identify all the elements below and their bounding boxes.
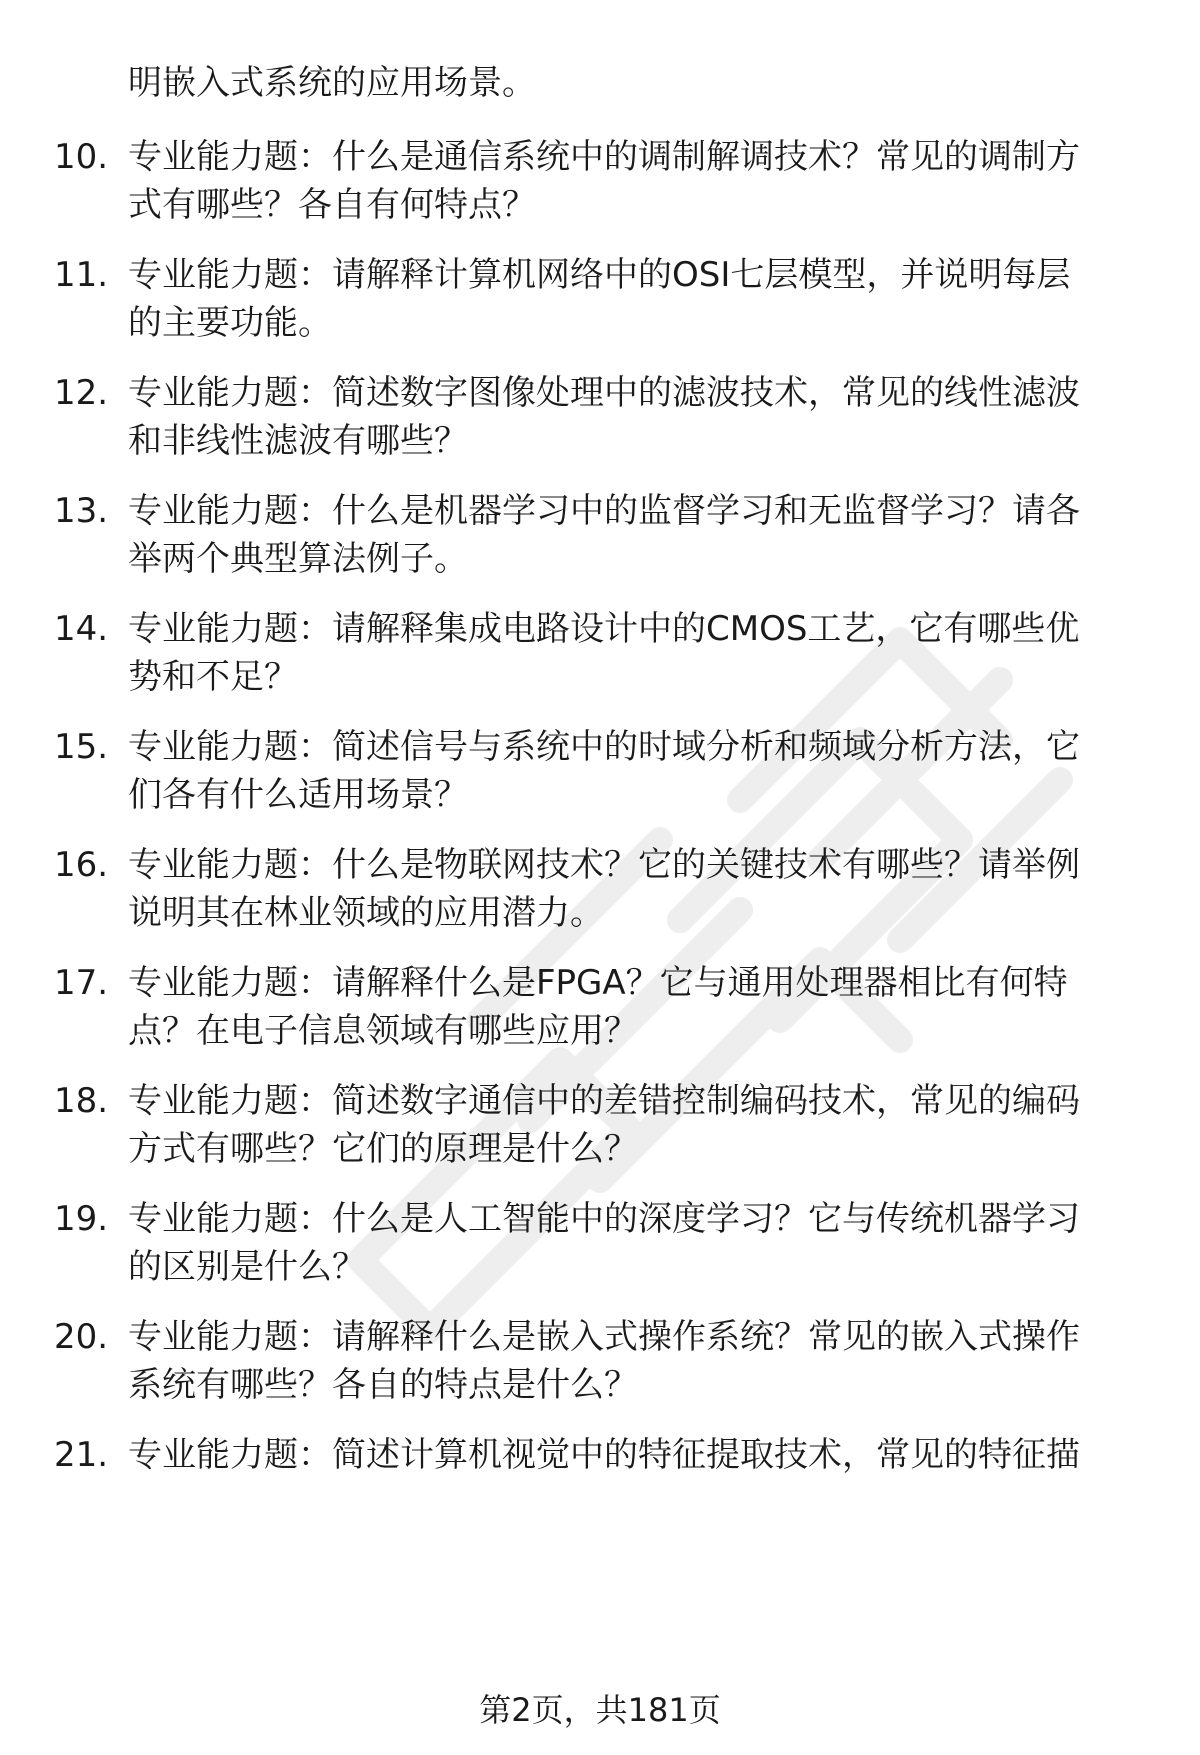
list-item: [0, 1312, 1200, 1412]
item-number: 21.: [54, 1435, 109, 1475]
item-text-line: 专业能力题：什么是机器学习中的监督学习和无监督学习？请各: [128, 491, 1080, 531]
item-text-line: 专业能力题：什么是物联网技术？它的关键技术有哪些？请举例: [128, 845, 1080, 885]
item-text-line: 系统有哪些？各自的特点是什么？: [128, 1365, 638, 1405]
item-text-line: 专业能力题：什么是通信系统中的调制解调技术？常见的调制方: [128, 137, 1080, 177]
item-number: 14.: [54, 609, 109, 649]
list-item: [0, 722, 1200, 822]
list-item: [0, 486, 1200, 586]
list-item: [0, 1194, 1200, 1294]
item-text-line: 专业能力题：简述计算机视觉中的特征提取技术，常见的特征描: [128, 1435, 1080, 1475]
item-number: 10.: [54, 137, 109, 177]
item-number: 16.: [54, 845, 109, 885]
item-number: 19.: [54, 1199, 109, 1239]
item-number: 12.: [54, 373, 109, 413]
item-text-line: 说明其在林业领域的应用潜力。: [128, 893, 604, 933]
item-text-line: 专业能力题：请解释什么是嵌入式操作系统？常见的嵌入式操作: [128, 1317, 1080, 1357]
item-text-line: 方式有哪些？它们的原理是什么？: [128, 1129, 638, 1169]
item-number: 18.: [54, 1081, 109, 1121]
list-item: [0, 1430, 1200, 1530]
item-text-line: 点？在电子信息领域有哪些应用？: [128, 1011, 638, 1051]
item-text-line: 专业能力题：请解释什么是FPGA？它与通用处理器相比有何特: [128, 963, 1068, 1003]
item-number: 17.: [54, 963, 109, 1003]
item-text-line: 的区别是什么？: [128, 1247, 366, 1287]
list-item: [0, 958, 1200, 1058]
page-footer: 第2页，共181页: [479, 1691, 721, 1729]
item-text-line: 势和不足？: [128, 657, 298, 697]
continuation-line: 明嵌入式系统的应用场景。: [128, 63, 536, 103]
item-text-line: 们各有什么适用场景？: [128, 775, 468, 815]
item-number: 11.: [54, 255, 109, 295]
item-text-line: 专业能力题：什么是人工智能中的深度学习？它与传统机器学习: [128, 1199, 1080, 1239]
item-number: 15.: [54, 727, 109, 767]
item-text-line: 专业能力题：简述数字通信中的差错控制编码技术，常见的编码: [128, 1081, 1080, 1121]
list-item: [0, 250, 1200, 350]
item-number: 20.: [54, 1317, 109, 1357]
item-text-line: 专业能力题：简述数字图像处理中的滤波技术，常见的线性滤波: [128, 373, 1080, 413]
list-item: [0, 132, 1200, 232]
item-text-line: 举两个典型算法例子。: [128, 539, 468, 579]
item-text-line: 专业能力题：请解释计算机网络中的OSI七层模型，并说明每层: [128, 255, 1071, 295]
item-number: 13.: [54, 491, 109, 531]
item-text-line: 的主要功能。: [128, 303, 332, 343]
item-text-line: 式有哪些？各自有何特点？: [128, 185, 536, 225]
list-item: [0, 604, 1200, 704]
list-item: [0, 1076, 1200, 1176]
list-item: [0, 368, 1200, 468]
item-text-line: 专业能力题：请解释集成电路设计中的CMOS工艺，它有哪些优: [128, 609, 1080, 649]
item-text-line: 专业能力题：简述信号与系统中的时域分析和频域分析方法，它: [128, 727, 1080, 767]
item-text-line: 和非线性滤波有哪些？: [128, 421, 468, 461]
list-item: [0, 840, 1200, 940]
